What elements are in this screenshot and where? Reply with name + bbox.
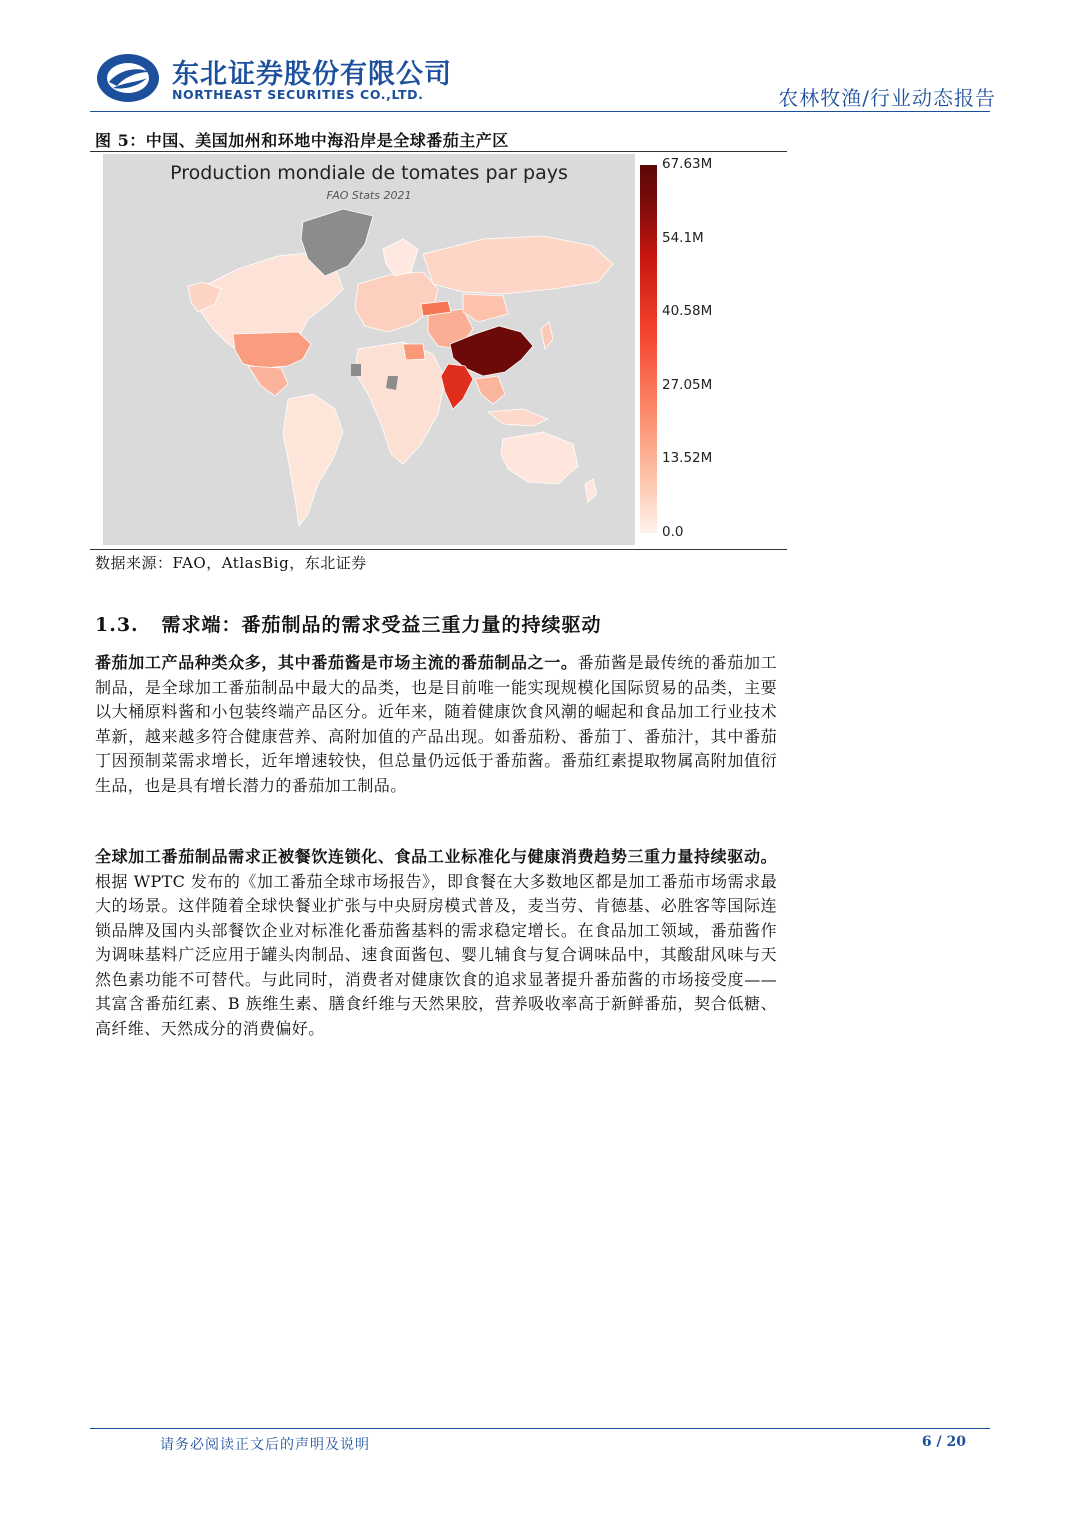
company-name-en: NORTHEAST SECURITIES CO.,LTD. <box>172 87 424 102</box>
paragraph-1-body: 番茄酱是最传统的番茄加工制品，是全球加工番茄制品中最大的品类，也是目前唯一能实现规模化国际贸易的品类，主要以大桶原料酱和小包装终端产品区分。近年来，随着健康饮食风潮的崛起和食品加工行业技术革新，越来越多符合健康营养、高附加值的产品出现。如番茄粉、番茄丁、番茄汁，其中番茄丁因预制菜需求增长，近年增速较快，但总量仍远低于番茄酱。番茄红素提取物属高附加值衍生品，也是具有增长潜力的番茄加工制品。 <box>95 653 777 795</box>
colorbar-tick-label: 40.58M <box>662 303 713 320</box>
colorbar-tick-label: 0.0 <box>662 524 684 540</box>
footer-disclaimer: 请务必阅读正文后的声明及说明 <box>160 1437 370 1453</box>
paragraph-2-body: 根据 WPTC 发布的《加工番茄全球市场报告》，即食餐在大多数地区都是加工番茄市场需求最大的场景。这伴随着全球快餐业扩张与中央厨房模式普及，麦当劳、肯德基、必胜客等国际连锁品牌及国内头部餐饮企业对标准化番茄酱基料的需求稳定增长。在食品加工领域，番茄酱作为调味基料广泛应用于罐头肉制品、速食面酱包、婴儿辅食与复合调味品中，其酸甜风味与天然色素功能不可替代。与此同时，消费者对健康饮食的追求显著提升番茄酱的市场接受度——其富含番茄红素、B 族维生素、膳食纤维与天然果胶，营养吸收率高于新鲜番茄，契合低糖、高纤维、天然成分的消费偏好。 <box>95 871 777 1038</box>
colorbar-tick-label: 54.1M <box>662 229 704 246</box>
caption-divider <box>90 151 787 152</box>
section-heading <box>95 610 602 637</box>
map-indonesia <box>488 409 548 426</box>
section-title: 需求端：番茄制品的需求受益三重力量的持续驱动 <box>161 614 602 636</box>
map-new-zealand <box>585 479 597 502</box>
footer-divider <box>90 1428 990 1429</box>
map-russia <box>423 236 613 294</box>
map-mexico <box>248 366 288 396</box>
map-europe <box>355 272 438 332</box>
report-type: 农林牧渔/行业动态报告 <box>778 86 996 110</box>
company-name-cn: 东北证券股份有限公司 <box>172 59 452 90</box>
company-logo-icon <box>95 52 161 104</box>
world-map-chart <box>103 154 635 545</box>
page-number: 6 / 20 <box>921 1434 966 1450</box>
colorbar-tick-label: 67.63M <box>662 156 713 172</box>
section-number: 1.3. <box>95 614 139 636</box>
chart-subtitle: FAO Stats 2021 <box>326 189 412 202</box>
data-source: 数据来源：FAO，AtlasBig，东北证券 <box>95 554 367 572</box>
colorbar-tick-label: 13.52M <box>662 450 713 467</box>
chart-divider <box>90 549 787 550</box>
map-japan <box>541 322 553 349</box>
colorbar <box>640 165 657 533</box>
header-divider <box>90 111 990 112</box>
chart-title: Production mondiale de tomates par pays <box>170 162 568 184</box>
map-southeast-asia <box>475 376 505 404</box>
map-india <box>441 364 473 409</box>
map-usa <box>233 332 311 368</box>
map-central-asia <box>463 294 508 322</box>
map-australia <box>501 432 578 484</box>
colorbar-tick-label: 27.05M <box>662 376 713 393</box>
world-map <box>103 154 635 545</box>
paragraph-2-lead: 全球加工番茄制品需求正被餐饮连锁化、食品工业标准化与健康消费趋势三重力量持续驱动。 <box>95 847 777 866</box>
paragraph-2 <box>95 845 777 1041</box>
map-scandinavia <box>383 239 418 276</box>
figure-caption: 图 5：中国、美国加州和环地中海沿岸是全球番茄主产区 <box>95 131 509 150</box>
map-africa <box>355 342 445 464</box>
map-egypt <box>403 344 425 360</box>
map-south-america <box>283 394 343 526</box>
paragraph-1 <box>95 651 777 798</box>
paragraph-1-lead: 番茄加工产品种类众多，其中番茄酱是市场主流的番茄制品之一。 <box>95 653 578 672</box>
